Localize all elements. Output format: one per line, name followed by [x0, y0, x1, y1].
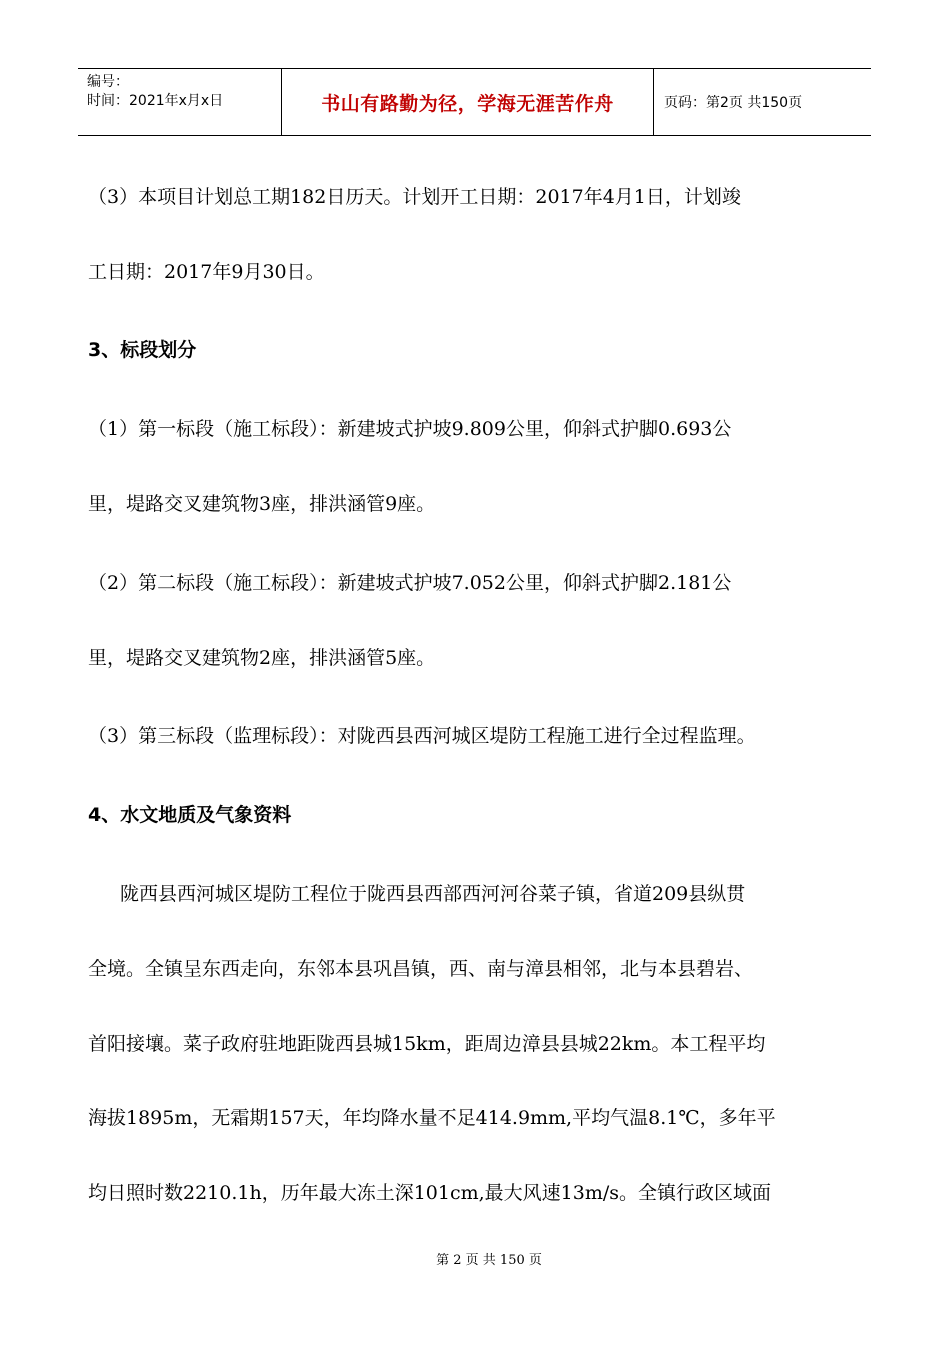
paragraph-line: 陇西县西河城区堤防工程位于陇西县西部西河河谷菜子镇，省道209县纵贯 — [120, 883, 746, 905]
paragraph-line: 里，堤路交叉建筑物3座，排洪涵管9座。 — [88, 493, 436, 515]
paragraph-line: （1）第一标段（施工标段）：新建坡式护坡9.809公里，仰斜式护脚0.693公 — [88, 418, 732, 440]
document-time-label: 时间：2021年x月x日 — [87, 93, 224, 109]
paragraph-line: 里，堤路交叉建筑物2座，排洪涵管5座。 — [88, 647, 436, 669]
paragraph-line: 首阳接壤。菜子政府驻地距陇西县城15km，距周边漳县县城22km。本工程平均 — [88, 1033, 766, 1055]
header-slogan-cell — [282, 69, 654, 135]
header-page-info-cell — [654, 69, 871, 135]
paragraph-line: 均日照时数2210.1h，历年最大冻土深101cm,最大风速13m/s。全镇行政区域面 — [88, 1182, 772, 1204]
paragraph-line: （3）本项目计划总工期182日历天。计划开工日期：2017年4月1日，计划竣 — [88, 186, 741, 208]
header-meta — [78, 69, 282, 135]
paragraph-line: （2）第二标段（施工标段）：新建坡式护坡7.052公里，仰斜式护脚2.181公 — [88, 572, 732, 594]
section-heading: 4、水文地质及气象资料 — [88, 804, 292, 826]
paragraph-line: 工日期：2017年9月30日。 — [88, 261, 325, 283]
paragraph-line: （3）第三标段（监理标段）：对陇西县西河城区堤防工程施工进行全过程监理。 — [88, 725, 756, 747]
paragraph-line: 全境。全镇呈东西走向，东邻本县巩昌镇，西、南与漳县相邻，北与本县碧岩、 — [88, 958, 754, 980]
page-footer: 第 2 页 共 150 页 — [436, 1253, 542, 1268]
section-heading: 3、标段划分 — [88, 339, 197, 361]
document-number-label: 编号： — [87, 74, 129, 90]
header-slogan: 书山有路勤为径，学海无涯苦作舟 — [321, 92, 614, 115]
paragraph-line: 海拔1895m，无霜期157天，年均降水量不足414.9mm,平均气温8.1℃，多年平 — [88, 1107, 776, 1129]
header-page-info: 页码：第2页 共150页 — [664, 95, 803, 111]
page-header — [78, 68, 871, 136]
